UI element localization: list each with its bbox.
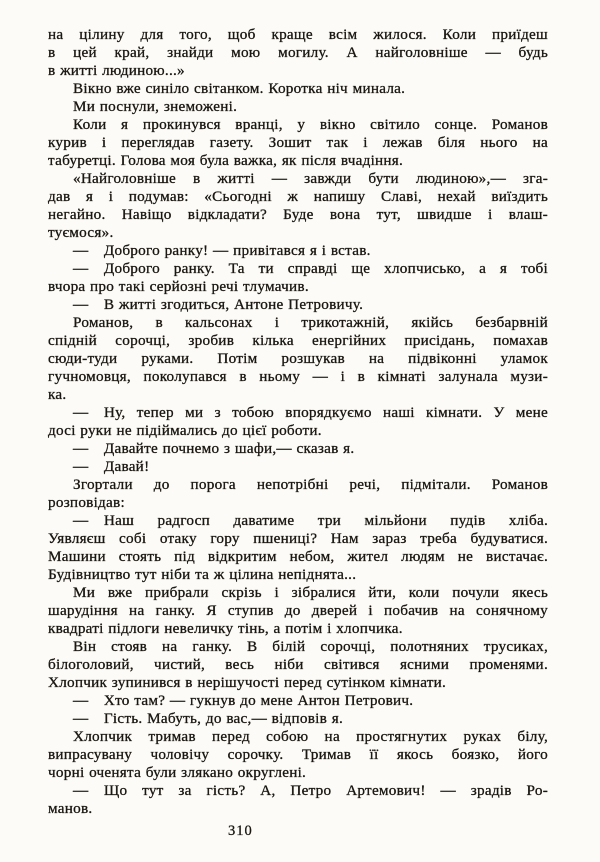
text-line: гучномовця, поколупався в ньому — і в кімнаті залунала музи- (48, 368, 548, 385)
text-line: досі руки не підіймались до цієї роботи. (48, 422, 322, 439)
text-line: негайно. Навіщо відкладати? Буде вона тут, швидше і влаш- (48, 206, 548, 223)
text-line: — Ну, тепер ми з тобою впорядкуємо наші кімнати. У мене (73, 404, 548, 421)
text-line: Він стояв на ганку. В білій сорочці, полотняних трусиках, (73, 638, 548, 655)
text-line: Згортали до порога непотрібні речі, підмітали. Романов (73, 476, 548, 493)
text-line: — Що тут за гість? А, Петро Артемович! — зрадів Ро- (73, 782, 548, 799)
text-line: випрасувану чоловічу сорочку. Тримав її якось боязко, його (48, 746, 548, 763)
text-line: білоголовий, чистий, весь ніби світився ясними променями. (48, 656, 548, 673)
text-line: спідній сорочці, зробив кілька енергійних присідань, помахав (48, 332, 548, 349)
text-line: ка. (48, 386, 67, 403)
text-line: на цілину для того, щоб краще всім жилося. Коли приїдеш (48, 26, 548, 43)
text-line: Романов, в кальсонах і трикотажній, якійсь безбарвній (73, 314, 548, 331)
text-line: — Хто там? — гукнув до мене Антон Петрович. (73, 692, 414, 709)
page-number: 310 (228, 823, 253, 839)
text-line: дав я і подумав: «Сьогодні ж напишу Славі, нехай виїздить (48, 188, 548, 205)
text-line: табуретці. Голова моя була важка, як після вчадіння. (48, 152, 404, 169)
text-line: — Наш радгосп даватиме три мільйони пудів хліба. (73, 512, 548, 529)
text-line: — В житті згодиться, Антоне Петровичу. (73, 296, 364, 313)
text-line: шарудіння на ганку. Я ступив до дверей і побачив на сонячному (48, 602, 548, 619)
text-line: — Давайте почнемо з шафи,— сказав я. (73, 440, 355, 457)
text-line: розповідав: (48, 494, 125, 511)
text-line: «Найголовніше в житті — завжди бути людиною»,— зга- (73, 170, 548, 187)
text-block (48, 26, 548, 818)
text-line: — Давай! (73, 458, 150, 475)
text-line: Вікно вже синіло світанком. Коротка ніч минала. (73, 80, 406, 97)
text-line: вчора про такі серйозні речі тлумачив. (48, 278, 309, 295)
text-line: чорні оченята були злякано округлені. (48, 764, 307, 781)
text-line: в житті людиною...» (48, 62, 185, 79)
text-line: манов. (48, 800, 93, 817)
text-line: в цей край, знайди мою могилу. А найголовніше — будь (48, 44, 548, 61)
text-line: Ми поснули, знеможені. (73, 98, 238, 115)
text-line: Машини стоять під відкритим небом, жител людям не вистачає. (48, 548, 548, 565)
text-line: Хлопчик зупинився в нерішучості перед сутінком кімнати. (48, 674, 447, 691)
text-line: курив і переглядав газету. Зошит так і лежав біля нього на (48, 134, 548, 151)
text-line: квадраті підлоги невеличку тінь, а потім і хлопчика. (48, 620, 403, 637)
text-line: Коли я прокинувся вранці, у вікно світило сонце. Романов (73, 116, 548, 133)
text-line: Ми вже прибрали скрізь і зібралися йти, коли почули якесь (73, 584, 548, 601)
text-line: — Гість. Мабуть, до вас,— відповів я. (73, 710, 343, 727)
text-line: Будівництво тут ніби та ж цілина непіднята... (48, 566, 357, 583)
text-line: Уявляєш собі отаку гору пшениці? Нам зараз треба будуватися. (48, 530, 548, 547)
text-line: туємося». (48, 224, 114, 241)
text-line: Хлопчик тримав перед собою на простягнутих руках білу, (73, 728, 548, 745)
text-line: сюди-туди руками. Потім розшукав на підвіконні уламок (48, 350, 548, 367)
text-line: — Доброго ранку. Та ти справді ще хлопчисько, а я тобі (73, 260, 548, 277)
text-line: — Доброго ранку! — привітався я і встав. (73, 242, 371, 259)
